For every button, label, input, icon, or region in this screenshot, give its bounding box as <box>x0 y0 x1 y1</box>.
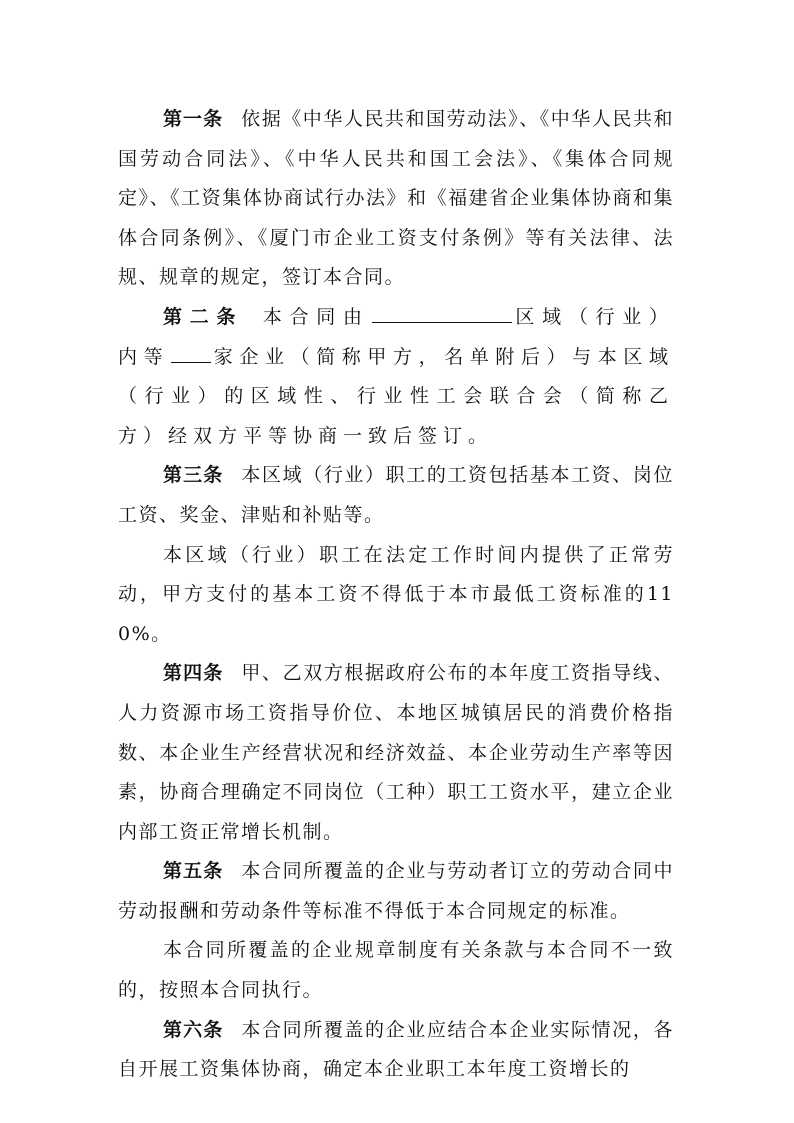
region-blank-field[interactable] <box>372 300 512 323</box>
article-5-text: 本合同所覆盖的企业与劳动者订立的劳动合同中劳动报酬和劳动条件等标准不得低于本合同规定的标准。 <box>118 860 674 922</box>
article-3 <box>118 456 674 535</box>
article-3-heading: 第三条 <box>163 464 224 487</box>
article-2-heading: 第二条 <box>163 305 244 328</box>
article-2 <box>118 298 674 456</box>
article-4-heading: 第四条 <box>163 662 224 685</box>
article-1-heading: 第一条 <box>163 108 224 130</box>
article-2-text-a: 本合同由 <box>261 305 370 328</box>
article-5-heading: 第五条 <box>163 860 224 883</box>
article-3-paragraph-2-text: 本区域（行业）职工在法定工作时间内提供了正常劳动，甲方支付的基本工资不得低于本市最低工资标准的110%。 <box>118 543 674 645</box>
article-6-text: 本合同所覆盖的企业应结合本企业实际情况，各自开展工资集体协商，确定本企业职工本年度工资增长的 <box>118 1018 674 1081</box>
article-2-text-b: 区域（行业）内等 <box>118 305 674 368</box>
article-3-text: 本区域（行业）职工的工资包括基本工资、岗位工资、奖金、津贴和补贴等。 <box>118 464 674 526</box>
contract-body <box>118 100 674 1090</box>
article-3-paragraph-2 <box>118 536 674 655</box>
article-6-heading: 第六条 <box>163 1018 224 1041</box>
article-4-text: 甲、乙双方根据政府公布的本年度工资指导线、人力资源市场工资指导价位、本地区城镇居民的消费价格指数、本企业生产经营状况和经济效益、本企业劳动生产率等因素，协商合理确定不同岗位（工种）职工工资水平，建立企业内部工资正常增长机制。 <box>118 662 674 843</box>
article-2-text-c: 家企业（简称甲方，名单附后）与本区域（行业）的区域性、行业性工会联合会（简称乙方）经双方平等协商一致后签订。 <box>118 345 674 447</box>
article-5-paragraph-2 <box>118 931 674 1010</box>
company-count-blank-field[interactable] <box>171 340 211 363</box>
article-5 <box>118 852 674 931</box>
article-5-paragraph-2-text: 本合同所覆盖的企业规章制度有关条款与本合同不一致的，按照本合同执行。 <box>118 939 674 1002</box>
article-6 <box>118 1011 674 1090</box>
article-1-text: 依据《中华人民共和国劳动法》、《中华人民共和国劳动合同法》、《中华人民共和国工会法》、《集体合同规定》、《工资集体协商试行办法》和《福建省企业集体协商和集体合同条例》、《厦门市企业工资支付条例》等有关法律、法规、规章的规定，签订本合同。 <box>118 108 674 289</box>
article-4 <box>118 654 674 852</box>
article-1 <box>118 100 674 298</box>
